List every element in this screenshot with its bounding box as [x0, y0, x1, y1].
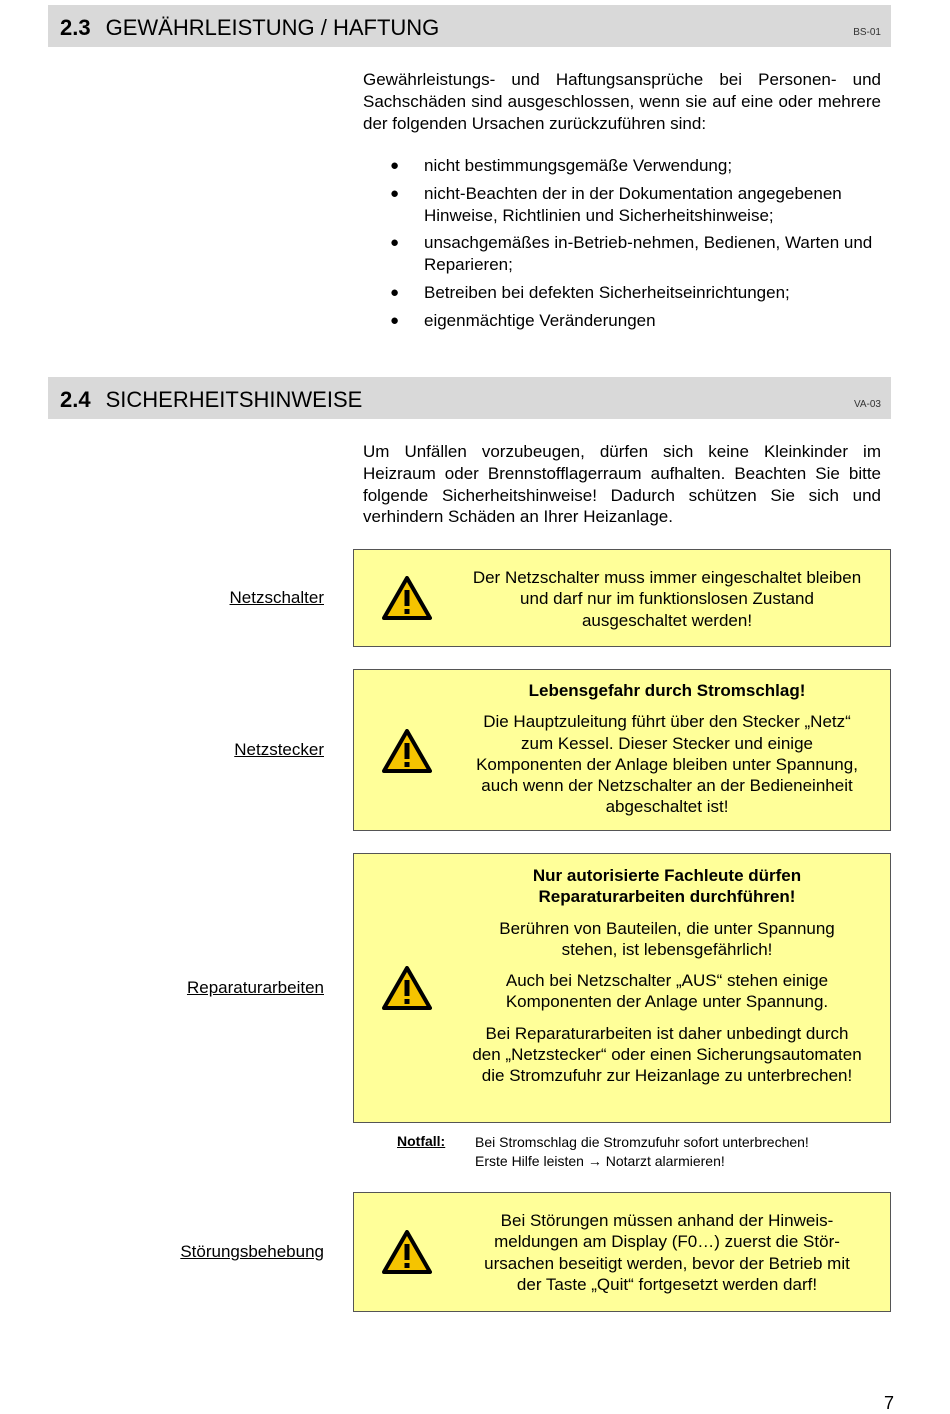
section-code: BS-01 — [853, 27, 881, 38]
label-stoerungsbehebung: Störungsbehebung — [180, 1242, 324, 1261]
section-number: 2.4 — [60, 387, 91, 412]
list-item-text: eigenmächtige Veränderungen — [424, 310, 656, 330]
warning-text — [472, 1210, 862, 1305]
bullet-icon: ● — [390, 283, 400, 301]
bullet-icon: ● — [390, 234, 400, 252]
label-netzschalter: Netzschalter — [229, 588, 324, 607]
list-item — [363, 155, 883, 177]
list-item-text: nicht-Beachten der in der Dokumentation angegebenen Hinweise, Richtlinien und Sicherheitshinweise; — [424, 183, 842, 225]
list-item-text: nicht bestimmungsgemäße Verwendung; — [424, 156, 733, 175]
warning-box-netzstecker — [353, 669, 891, 831]
section-title — [60, 15, 439, 41]
warning-text — [472, 680, 862, 828]
warning-text — [472, 567, 862, 641]
bullet-icon: ● — [390, 184, 400, 202]
list-item-text: Betreiben bei defekten Sicherheitseinrichtungen; — [424, 282, 790, 302]
section-title — [60, 387, 362, 413]
warranty-intro: Gewährleistungs- und Haftungsansprüche bei Personen- und Sachschäden sind ausgeschlossen, wenn sie auf eine oder mehrere der folgenden Ursachen zurückzuführen sind: — [363, 70, 881, 133]
section-title-text: SICHERHEITSHINWEISE — [105, 387, 363, 412]
section-header-2-4 — [48, 377, 891, 419]
warning-icon — [382, 1230, 432, 1274]
warning-line: Die Hauptzuleitung führt über den Stecker „Netz“ zum Kessel. Dieser Stecker und einige Komponenten der Anlage bleiben unter Spannung, auch wenn der Netzschalter an der Bedieneinheit abgeschaltet ist! — [476, 712, 858, 817]
list-item-text: unsachgemäßes in-Betrieb-nehmen, Bedienen, Warten und Reparieren; — [424, 233, 873, 275]
page-number: 7 — [883, 1393, 894, 1413]
warning-box-netzschalter — [353, 549, 891, 647]
warning-line: Bei Reparaturarbeiten ist daher unbedingt durch den „Netzstecker“ oder einen Sicherungsautomaten die Stromzufuhr zur Heizanlage zu unterbrechen! — [472, 1023, 862, 1086]
warning-line: Auch bei Netzschalter „AUS“ stehen einige Komponenten der Anlage unter Spannung. — [505, 971, 829, 1012]
warning-line: Bei Störungen müssen anhand der Hinweis-meldungen am Display (F0…) zuerst die Stör-ursachen beseitigt werden, bevor der Betrieb mit der Taste „Quit“ fortgesetzt werden darf! — [484, 1211, 850, 1294]
list-item — [363, 232, 883, 276]
warning-icon — [382, 966, 432, 1010]
warning-line: Der Netzschalter muss immer eingeschaltet bleiben und darf nur im funktionslosen Zustand ausgeschaltet werden! — [472, 568, 862, 630]
warranty-exclusion-list — [363, 155, 883, 338]
warning-box-stoerungsbehebung — [353, 1192, 891, 1312]
notfall-text — [475, 1133, 809, 1171]
section-header-2-3 — [48, 5, 891, 47]
bullet-icon: ● — [390, 157, 400, 174]
notfall-line: Erste Hilfe leisten → Notarzt alarmieren! — [475, 1153, 725, 1169]
bullet-icon: ● — [390, 311, 400, 329]
label-netzstecker: Netzstecker — [234, 740, 324, 759]
warning-icon — [382, 576, 432, 620]
warning-icon — [382, 729, 432, 773]
section-title-text: GEWÄHRLEISTUNG / HAFTUNG — [105, 15, 440, 40]
section-code: VA-03 — [853, 399, 881, 410]
notfall-label: Notfall: — [397, 1133, 446, 1149]
warning-text — [472, 865, 862, 1097]
notfall-line: Bei Stromschlag die Stromzufuhr sofort unterbrechen! — [475, 1134, 809, 1150]
safety-intro: Um Unfällen vorzubeugen, dürfen sich keine Kleinkinder im Heizraum oder Brennstofflagerraum aufhalten. Beachten Sie bitte folgende Sicherheitshinweise! Dadurch schützen Sie sich und verhindern Schäden an Ihrer Heizanlage. — [363, 442, 881, 527]
warning-box-reparaturarbeiten — [353, 853, 891, 1123]
section-number: 2.3 — [60, 15, 91, 40]
list-item — [363, 282, 883, 304]
warning-heading: Lebensgefahr durch Stromschlag! — [528, 681, 806, 700]
warning-line: Berühren von Bauteilen, die unter Spannung stehen, ist lebensgefährlich! — [499, 918, 835, 959]
warning-heading: Nur autorisierte Fachleute dürfen Reparaturarbeiten durchführen! — [532, 866, 802, 907]
list-item — [363, 310, 883, 332]
list-item — [363, 183, 883, 227]
label-reparaturarbeiten: Reparaturarbeiten — [186, 978, 324, 997]
